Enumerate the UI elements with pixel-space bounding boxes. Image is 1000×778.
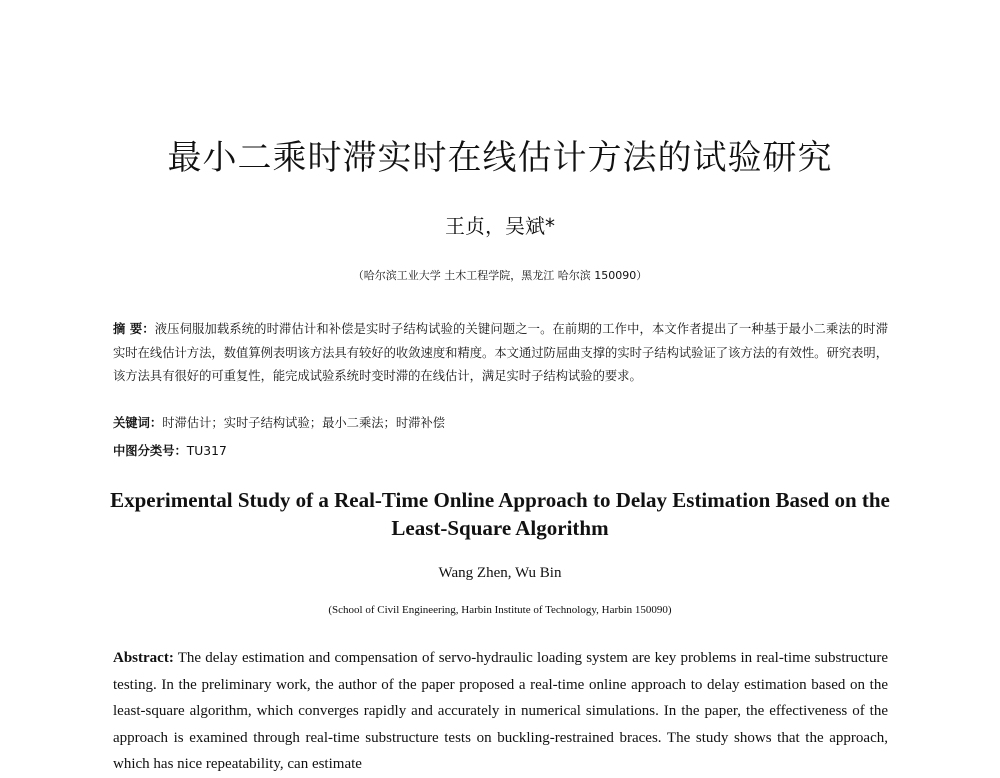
cn-affiliation: （哈尔滨工业大学 土木工程学院，黑龙江 哈尔滨 150090） xyxy=(352,269,648,282)
cn-abstract xyxy=(113,318,888,389)
cn-classification-text: TU317 xyxy=(186,444,227,458)
cn-classification-label: 中图分类号： xyxy=(113,444,187,458)
cn-keywords-text: 时滞估计；实时子结构试验；最小二乘法；时滞补偿 xyxy=(162,416,446,430)
en-abstract-label: Abstract: xyxy=(113,650,174,666)
en-abstract-text: The delay estimation and compensation of servo-hydraulic loading system are key problems in real-time substructure testing. In the preliminary work, the author of the paper proposed a real-time online approach to delay estimation based on the least-square algorithm, which converges rapidly and accurately in numerical simulations. In the paper, the effectiveness of the approach is examined through real-time substructure tests on buckling-restrained braces. The study shows that the approach, which has nice repeatability, can estimate xyxy=(113,650,888,772)
en-authors: Wang Zhen, Wu Bin xyxy=(438,565,562,581)
en-abstract xyxy=(113,645,888,778)
cn-title: 最小二乘时滞实时在线估计方法的试验研究 xyxy=(167,138,833,178)
cn-abstract-label: 摘 要： xyxy=(113,322,155,336)
cn-abstract-text: 液压伺服加载系统的时滞估计和补偿是实时子结构试验的关键问题之一。在前期的工作中，本文作者提出了一种基于最小二乘法的时滞实时在线估计方法，数值算例表明该方法具有较好的收敛速度和精度。本文通过防屈曲支撑的实时子结构试验证了该方法的有效性。研究表明，该方法具有很好的可重复性，能完成试验系统时变时滞的在线估计，满足实时子结构试验的要求。 xyxy=(113,322,888,383)
en-affiliation: (School of Civil Engineering, Harbin Institute of Technology, Harbin 150090) xyxy=(328,604,672,616)
cn-keywords xyxy=(113,412,888,435)
cn-classification xyxy=(113,440,888,463)
cn-authors: 王贞，吴斌* xyxy=(445,214,555,238)
en-title: Experimental Study of a Real-Time Online Approach to Delay Estimation Based on the Least-Square Algorithm xyxy=(110,488,890,540)
cn-keywords-label: 关键词： xyxy=(113,416,163,430)
